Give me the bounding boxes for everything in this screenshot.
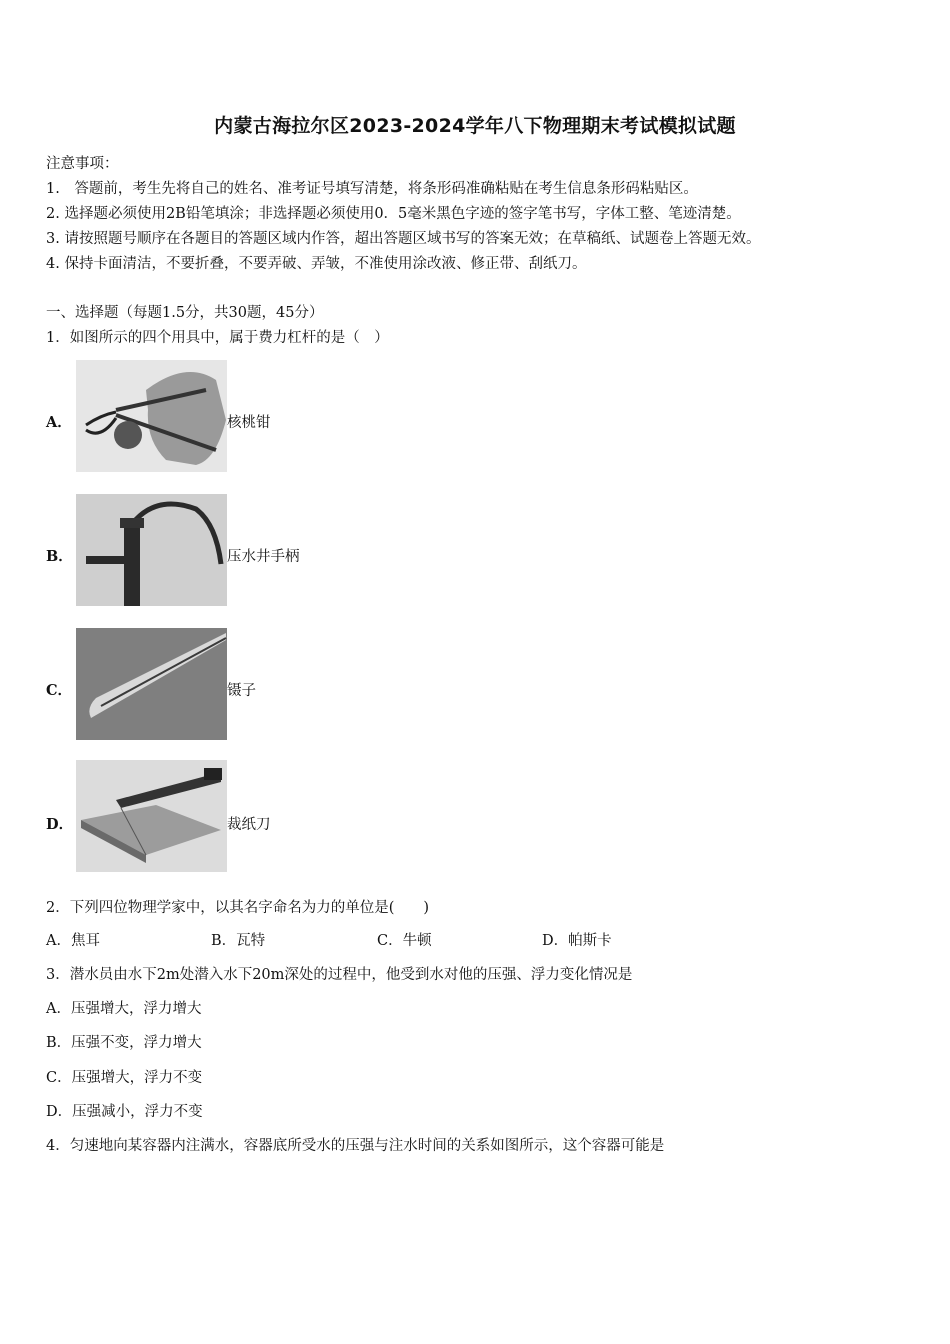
option-label-a: A． xyxy=(46,414,72,431)
q3-option-b: B．压强不变，浮力增大 xyxy=(46,1035,202,1051)
option-text-b: 压水井手柄 xyxy=(227,549,300,565)
option-label-b: B． xyxy=(46,548,73,565)
q3-option-a: A．压强增大，浮力增大 xyxy=(46,1001,202,1017)
question-3-stem: 3．潜水员由水下2m处潜入水下20m深处的过程中，他受到水对他的压强、浮力变化情况是 xyxy=(46,967,633,983)
q2-option-d: D．帕斯卡 xyxy=(542,933,612,949)
option-text-a: 核桃钳 xyxy=(227,415,271,431)
option-text-c: 镊子 xyxy=(227,683,256,699)
question-2-stem: 2．下列四位物理学家中，以其名字命名为力的单位是( ) xyxy=(46,900,430,916)
option-text-d: 裁纸刀 xyxy=(227,817,271,833)
q2-option-a: A．焦耳 xyxy=(46,933,100,949)
option-label-c: C． xyxy=(46,682,73,699)
q3-option-c: C．压强增大，浮力不变 xyxy=(46,1070,203,1086)
section-heading: 一、选择题（每题1.5分，共30题，45分） xyxy=(46,305,324,321)
paper-cutter-photo xyxy=(76,760,227,872)
q2-option-c: C．牛顿 xyxy=(377,933,432,949)
notice-heading: 注意事项： xyxy=(46,156,119,172)
q2-option-b: B．瓦特 xyxy=(211,933,266,949)
option-label-d: D． xyxy=(46,816,74,833)
q3-option-d: D．压强减小，浮力不变 xyxy=(46,1104,203,1120)
notice-item: 4. 保持卡面清洁，不要折叠，不要弄破、弄皱，不准使用涂改液、修正带、刮纸刀。 xyxy=(46,256,587,272)
water-pump-photo xyxy=(76,494,227,606)
notice-item: 2. 选择题必须使用2B铅笔填涂；非选择题必须使用0．5毫米黑色字迹的签字笔书写，字体工整、笔迹清楚。 xyxy=(46,206,741,222)
walnut-cracker-photo xyxy=(76,360,227,472)
question-4-stem: 4．匀速地向某容器内注满水，容器底所受水的压强与注水时间的关系如图所示，这个容器可能是 xyxy=(46,1138,665,1154)
tweezers-photo xyxy=(76,628,227,740)
page-title: 内蒙古海拉尔区2023-2024学年八下物理期末考试模拟试题 xyxy=(214,115,736,137)
question-1-stem: 1．如图所示的四个用具中，属于费力杠杆的是（ ） xyxy=(46,330,389,346)
notice-item: 1. 答题前，考生先将自己的姓名、准考证号填写清楚，将条形码准确粘贴在考生信息条形码粘贴区。 xyxy=(46,181,698,197)
notice-item: 3. 请按照题号顺序在各题目的答题区域内作答，超出答题区域书写的答案无效；在草稿纸、试题卷上答题无效。 xyxy=(46,231,761,247)
